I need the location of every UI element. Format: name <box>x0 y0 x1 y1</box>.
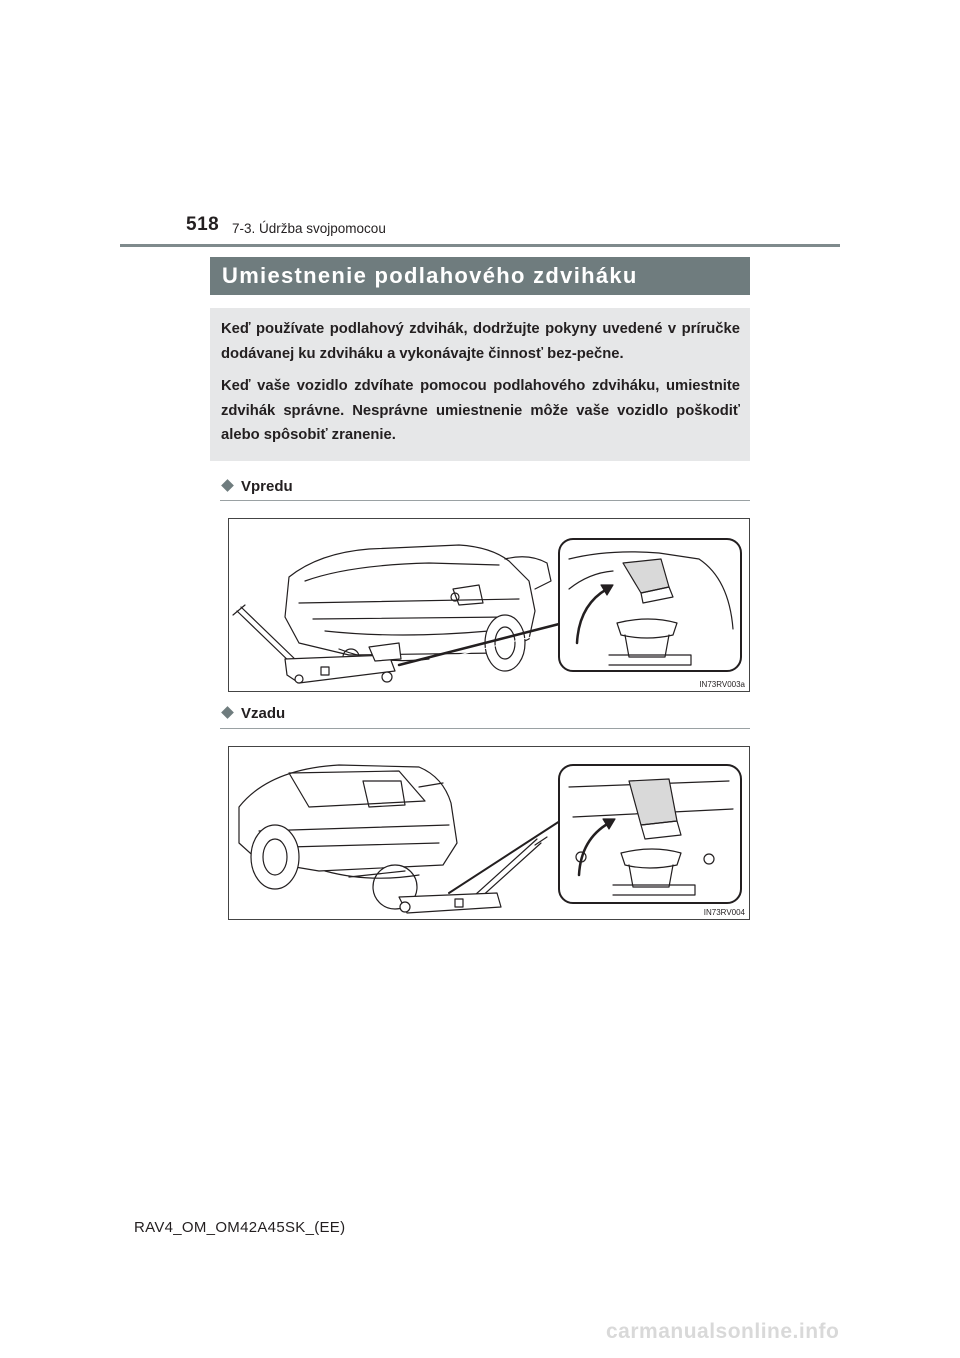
rear-heading <box>220 705 750 725</box>
intro-box <box>210 308 750 461</box>
intro-paragraph-2: Keď vaše vozidlo zdvíhate pomocou podlahového zdviháku, umiestnite zdvihák správne. Nesprávne umiestnenie môže vaše vozidlo poškodiť alebo spôsobiť zranenie. <box>221 378 740 443</box>
header-rule <box>120 244 840 247</box>
front-figure-code: IN73RV003a <box>699 680 745 689</box>
rear-jack-figure <box>228 746 750 920</box>
section-title: Umiestnenie podlahového zdviháku <box>210 257 750 295</box>
rear-heading-rule <box>220 728 750 729</box>
rear-figure-code: IN73RV004 <box>703 908 745 917</box>
front-heading-rule <box>220 500 750 501</box>
rear-heading-label: Vzadu <box>241 705 286 722</box>
front-jack-illustration <box>229 519 751 693</box>
diamond-bullet-icon <box>221 479 234 492</box>
front-heading <box>220 478 750 498</box>
rear-jack-illustration <box>229 747 751 921</box>
front-heading-label: Vpredu <box>241 478 293 495</box>
footer-doc-id: RAV4_OM_OM42A45SK_(EE) <box>134 1219 346 1236</box>
chapter-title: 7-3. Údržba svojpomocou <box>232 221 386 236</box>
diamond-bullet-icon <box>221 706 234 719</box>
page-number: 518 <box>186 214 220 235</box>
watermark: carmanualsonline.info <box>606 1320 840 1343</box>
intro-paragraph-1: Keď používate podlahový zdvihák, dodržujte pokyny uvedené v príručke dodávanej ku zdviháku a vykonávajte činnosť bez-pečne. <box>221 321 740 362</box>
front-jack-figure <box>228 518 750 692</box>
